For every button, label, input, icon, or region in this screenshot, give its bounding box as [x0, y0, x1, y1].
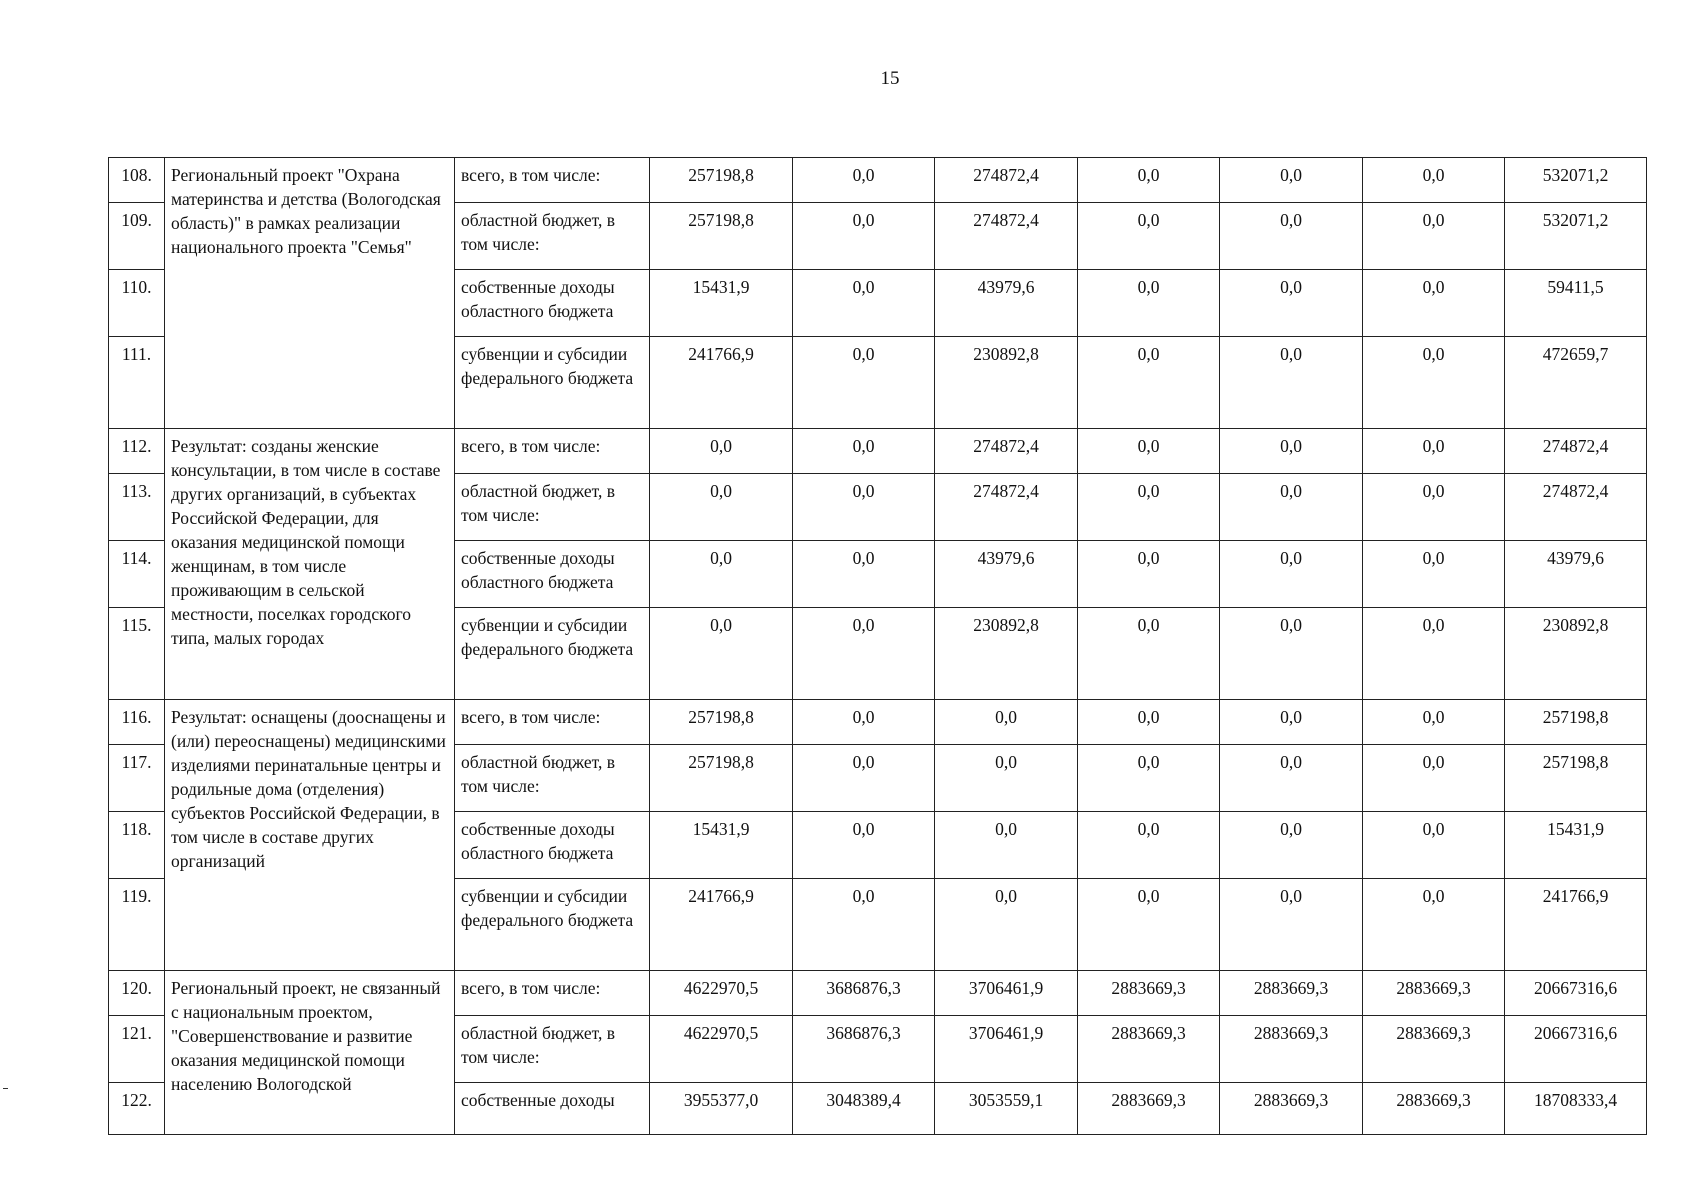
value-col-2: 0,0	[793, 541, 935, 608]
table-row	[109, 971, 1647, 1016]
row-number: 121.	[109, 1016, 165, 1083]
value-col-1: 257198,8	[650, 203, 793, 270]
value-col-6: 0,0	[1363, 474, 1505, 541]
value-col-5: 0,0	[1220, 270, 1363, 337]
value-col-2: 0,0	[793, 203, 935, 270]
value-col-4: 0,0	[1078, 879, 1220, 971]
value-col-1: 257198,8	[650, 745, 793, 812]
value-col-5: 0,0	[1220, 474, 1363, 541]
value-col-3: 274872,4	[935, 158, 1078, 203]
value-col-2: 0,0	[793, 812, 935, 879]
value-col-4: 0,0	[1078, 337, 1220, 429]
value-total: 43979,6	[1505, 541, 1647, 608]
value-col-1: 257198,8	[650, 700, 793, 745]
value-col-3: 274872,4	[935, 474, 1078, 541]
value-col-4: 0,0	[1078, 270, 1220, 337]
funding-source: субвенции и субсидии федерального бюджета	[455, 879, 650, 971]
project-description: Результат: оснащены (дооснащены и (или) переоснащены) медицинскими изделиями перинатальные центры и родильные дома (отделения) субъектов Российской Федерации, в том числе в составе других организаций	[165, 700, 455, 971]
value-col-2: 0,0	[793, 429, 935, 474]
project-description: Региональный проект, не связанный с национальным проектом, "Совершенствование и развитие оказания медицинской помощи населению Вологодской	[165, 971, 455, 1135]
value-col-3: 3706461,9	[935, 1016, 1078, 1083]
value-col-2: 0,0	[793, 158, 935, 203]
value-col-1: 0,0	[650, 541, 793, 608]
value-col-4: 2883669,3	[1078, 1016, 1220, 1083]
value-col-2: 0,0	[793, 337, 935, 429]
value-col-5: 0,0	[1220, 608, 1363, 700]
value-col-5: 0,0	[1220, 812, 1363, 879]
value-col-6: 0,0	[1363, 745, 1505, 812]
value-col-6: 0,0	[1363, 812, 1505, 879]
value-col-2: 0,0	[793, 474, 935, 541]
value-total: 532071,2	[1505, 203, 1647, 270]
value-col-4: 0,0	[1078, 812, 1220, 879]
value-col-1: 0,0	[650, 429, 793, 474]
value-col-5: 0,0	[1220, 158, 1363, 203]
budget-table	[108, 157, 1647, 1135]
row-number: 111.	[109, 337, 165, 429]
value-col-5: 0,0	[1220, 337, 1363, 429]
value-col-6: 0,0	[1363, 270, 1505, 337]
value-col-6: 0,0	[1363, 337, 1505, 429]
value-col-4: 2883669,3	[1078, 971, 1220, 1016]
value-total: 532071,2	[1505, 158, 1647, 203]
value-col-6: 0,0	[1363, 429, 1505, 474]
value-col-2: 0,0	[793, 879, 935, 971]
value-col-5: 0,0	[1220, 541, 1363, 608]
project-description: Региональный проект "Охрана материнства и детства (Вологодская область)" в рамках реализации национального проекта "Семья"	[165, 158, 455, 429]
funding-source: областной бюджет, в том числе:	[455, 745, 650, 812]
value-col-4: 0,0	[1078, 608, 1220, 700]
value-col-6: 0,0	[1363, 541, 1505, 608]
funding-source: собственные доходы	[455, 1083, 650, 1135]
value-col-6: 2883669,3	[1363, 1016, 1505, 1083]
value-col-4: 0,0	[1078, 158, 1220, 203]
value-col-5: 0,0	[1220, 429, 1363, 474]
value-col-2: 0,0	[793, 608, 935, 700]
value-total: 257198,8	[1505, 745, 1647, 812]
value-total: 230892,8	[1505, 608, 1647, 700]
funding-source: всего, в том числе:	[455, 971, 650, 1016]
value-col-3: 43979,6	[935, 270, 1078, 337]
project-description: Результат: созданы женские консультации, в том числе в составе других организаций, в субъектах Российской Федерации, для оказания медицинской помощи женщинам, в том числе проживающим в сельской местности, поселках городского типа, малых городах	[165, 429, 455, 700]
value-col-4: 0,0	[1078, 429, 1220, 474]
row-number: 119.	[109, 879, 165, 971]
page-number: 15	[880, 68, 900, 89]
row-number: 108.	[109, 158, 165, 203]
row-number: 110.	[109, 270, 165, 337]
row-number: 115.	[109, 608, 165, 700]
row-number: 114.	[109, 541, 165, 608]
value-total: 18708333,4	[1505, 1083, 1647, 1135]
funding-source: областной бюджет, в том числе:	[455, 203, 650, 270]
value-col-6: 0,0	[1363, 608, 1505, 700]
funding-source: всего, в том числе:	[455, 429, 650, 474]
row-number: 122.	[109, 1083, 165, 1135]
value-col-3: 274872,4	[935, 429, 1078, 474]
value-col-5: 0,0	[1220, 879, 1363, 971]
value-col-6: 0,0	[1363, 879, 1505, 971]
value-col-6: 0,0	[1363, 158, 1505, 203]
funding-source: собственные доходы областного бюджета	[455, 541, 650, 608]
value-col-1: 241766,9	[650, 337, 793, 429]
value-col-3: 274872,4	[935, 203, 1078, 270]
value-col-5: 0,0	[1220, 745, 1363, 812]
value-col-1: 241766,9	[650, 879, 793, 971]
value-col-5: 2883669,3	[1220, 1016, 1363, 1083]
value-total: 20667316,6	[1505, 971, 1647, 1016]
funding-source: всего, в том числе:	[455, 700, 650, 745]
funding-source: собственные доходы областного бюджета	[455, 812, 650, 879]
value-col-2: 0,0	[793, 270, 935, 337]
value-col-4: 2883669,3	[1078, 1083, 1220, 1135]
value-col-1: 4622970,5	[650, 1016, 793, 1083]
funding-source: областной бюджет, в том числе:	[455, 1016, 650, 1083]
value-col-3: 0,0	[935, 700, 1078, 745]
value-col-1: 257198,8	[650, 158, 793, 203]
value-col-4: 0,0	[1078, 474, 1220, 541]
table-row	[109, 158, 1647, 203]
value-col-6: 0,0	[1363, 203, 1505, 270]
value-col-5: 2883669,3	[1220, 1083, 1363, 1135]
value-col-3: 3706461,9	[935, 971, 1078, 1016]
table-row	[109, 429, 1647, 474]
value-col-6: 2883669,3	[1363, 971, 1505, 1016]
funding-source: субвенции и субсидии федерального бюджета	[455, 337, 650, 429]
row-number: 116.	[109, 700, 165, 745]
value-col-4: 0,0	[1078, 541, 1220, 608]
value-total: 257198,8	[1505, 700, 1647, 745]
funding-source: всего, в том числе:	[455, 158, 650, 203]
value-col-5: 0,0	[1220, 700, 1363, 745]
value-col-4: 0,0	[1078, 203, 1220, 270]
value-col-1: 0,0	[650, 474, 793, 541]
value-col-2: 0,0	[793, 700, 935, 745]
value-col-3: 0,0	[935, 812, 1078, 879]
value-col-3: 3053559,1	[935, 1083, 1078, 1135]
value-total: 20667316,6	[1505, 1016, 1647, 1083]
value-total: 274872,4	[1505, 429, 1647, 474]
value-col-4: 0,0	[1078, 745, 1220, 812]
row-number: 117.	[109, 745, 165, 812]
table-row	[109, 700, 1647, 745]
value-col-1: 3955377,0	[650, 1083, 793, 1135]
value-col-6: 2883669,3	[1363, 1083, 1505, 1135]
value-col-4: 0,0	[1078, 700, 1220, 745]
value-col-1: 0,0	[650, 608, 793, 700]
value-col-2: 3686876,3	[793, 1016, 935, 1083]
value-col-6: 0,0	[1363, 700, 1505, 745]
funding-source: областной бюджет, в том числе:	[455, 474, 650, 541]
value-total: 274872,4	[1505, 474, 1647, 541]
row-number: 109.	[109, 203, 165, 270]
value-total: 472659,7	[1505, 337, 1647, 429]
row-number: 113.	[109, 474, 165, 541]
value-col-2: 0,0	[793, 745, 935, 812]
value-col-3: 0,0	[935, 879, 1078, 971]
value-col-3: 230892,8	[935, 608, 1078, 700]
value-col-1: 15431,9	[650, 812, 793, 879]
value-col-2: 3048389,4	[793, 1083, 935, 1135]
value-total: 241766,9	[1505, 879, 1647, 971]
value-col-3: 0,0	[935, 745, 1078, 812]
row-number: 118.	[109, 812, 165, 879]
funding-source: собственные доходы областного бюджета	[455, 270, 650, 337]
value-col-1: 15431,9	[650, 270, 793, 337]
scan-edge-mark	[3, 1088, 8, 1089]
value-col-3: 43979,6	[935, 541, 1078, 608]
value-total: 59411,5	[1505, 270, 1647, 337]
value-col-3: 230892,8	[935, 337, 1078, 429]
value-col-2: 3686876,3	[793, 971, 935, 1016]
funding-source: субвенции и субсидии федерального бюджета	[455, 608, 650, 700]
row-number: 120.	[109, 971, 165, 1016]
value-col-1: 4622970,5	[650, 971, 793, 1016]
value-total: 15431,9	[1505, 812, 1647, 879]
value-col-5: 0,0	[1220, 203, 1363, 270]
row-number: 112.	[109, 429, 165, 474]
value-col-5: 2883669,3	[1220, 971, 1363, 1016]
